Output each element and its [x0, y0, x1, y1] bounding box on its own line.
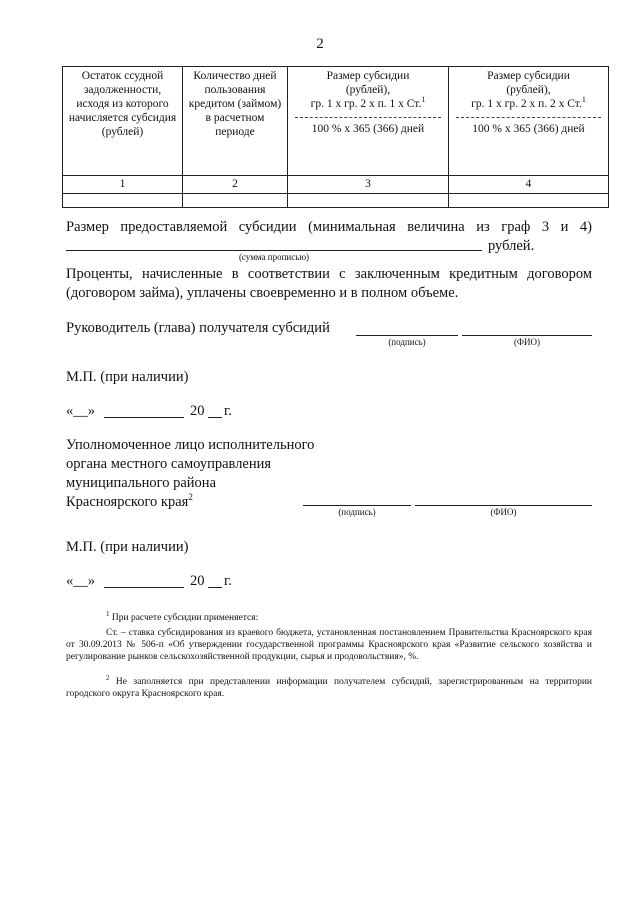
head-fio-caption: (ФИО) — [513, 337, 541, 347]
page-number: 2 — [316, 36, 324, 52]
column-number-row — [63, 176, 609, 194]
head-signature-field[interactable] — [356, 319, 458, 336]
footnote-1-body: Ст. – ставка субсидирования из краевого бюджета, установленная постановлением Правительства Красноярского края от 30.09.2013 № 506-п «Об утверждении государственной программы Красноярского края «Развитие сельского хозяйства и регулирование рынков сельскохозяйственной продукции, сырья и продовольствия», %. — [66, 628, 592, 662]
footnote-2: $^2$ Не заполняется при представлении информации получателем субсидий, зарегистрированным на территории городского округа Красноярского края. — [66, 673, 592, 699]
head-label: Руководитель (глава) получателя субсидий — [66, 320, 330, 336]
formula-denominator: 100 % х 365 (366) дней — [472, 123, 585, 135]
data-cell[interactable] — [288, 194, 449, 208]
column-number: 2 — [183, 176, 288, 194]
column-number: 3 — [288, 176, 449, 194]
amount-unit: рублей. — [488, 238, 535, 254]
date-suffix: г. — [224, 573, 232, 589]
authorized-line: муниципального района — [66, 475, 216, 491]
amount-words-field[interactable] — [66, 233, 482, 251]
head-fio-field[interactable] — [462, 319, 592, 336]
data-cell[interactable] — [183, 194, 288, 208]
stamp-label: М.П. (при наличии) — [66, 539, 189, 555]
authorized-signature-field[interactable] — [303, 489, 411, 506]
column-number: 1 — [63, 176, 183, 194]
header-cell-balance: Остаток ссудной задолженности, исходя из которого начисляется субсидия (рублей) — [63, 67, 183, 176]
fraction-line — [456, 117, 601, 118]
column-number: 4 — [449, 176, 609, 194]
stamp-label: М.П. (при наличии) — [66, 369, 189, 385]
authorized-line: Красноярского края$^2$ — [66, 492, 193, 510]
authorized-fio-caption: (ФИО) — [490, 507, 517, 517]
date-open: «__» — [66, 403, 95, 419]
date-year-prefix: 20 — [190, 403, 205, 419]
data-cell[interactable] — [449, 194, 609, 208]
fraction-line — [295, 117, 441, 118]
date-suffix: г. — [224, 403, 232, 419]
date-month-field[interactable] — [104, 401, 184, 418]
header-cell-days: Количество дней пользования кредитом (займом) в расчетном периоде — [183, 67, 288, 176]
amount-caption: (сумма прописью) — [238, 252, 310, 262]
formula-numerator: гр. 1 х гр. 2 х п. 1 х Ст.$^1$ — [310, 95, 426, 110]
interest-statement: Проценты, начисленные в соответствии с заключенным кредитным договором (договором займа), уплачены своевременно и в полном объеме. — [66, 266, 592, 301]
date-year-field[interactable] — [208, 571, 222, 588]
header-line: (рублей), — [345, 84, 391, 96]
formula-numerator: гр. 1 х гр. 2 х п. 2 х Ст.$^1$ — [471, 95, 586, 110]
header-line: Размер субсидии — [326, 70, 410, 82]
authorized-sign-caption: (подпись) — [338, 507, 376, 517]
date-open: «__» — [66, 573, 95, 589]
data-cell[interactable] — [63, 194, 183, 208]
header-line: Размер субсидии — [487, 70, 570, 82]
authorized-line: органа местного самоуправления — [66, 456, 272, 472]
authorized-line: Уполномоченное лицо исполнительного — [66, 437, 315, 453]
footnote-1-title: $^1$ При расчете субсидии применяется: — [106, 609, 259, 623]
table-header-row — [63, 67, 609, 176]
date-year-field[interactable] — [208, 401, 222, 418]
amount-text: Размер предоставляемой субсидии (минимальная величина из граф 3 и 4) — [66, 219, 592, 235]
table-data-row — [63, 194, 609, 208]
subsidy-table — [62, 66, 609, 208]
head-sign-caption: (подпись) — [388, 337, 426, 347]
header-line: (рублей), — [506, 84, 551, 96]
date-year-prefix: 20 — [190, 573, 205, 589]
date-month-field[interactable] — [104, 571, 184, 588]
header-cell-subsidy-1 — [288, 67, 449, 176]
header-cell-subsidy-2 — [449, 67, 609, 176]
formula-denominator: 100 % х 365 (366) дней — [311, 123, 425, 135]
authorized-fio-field[interactable] — [415, 489, 592, 506]
